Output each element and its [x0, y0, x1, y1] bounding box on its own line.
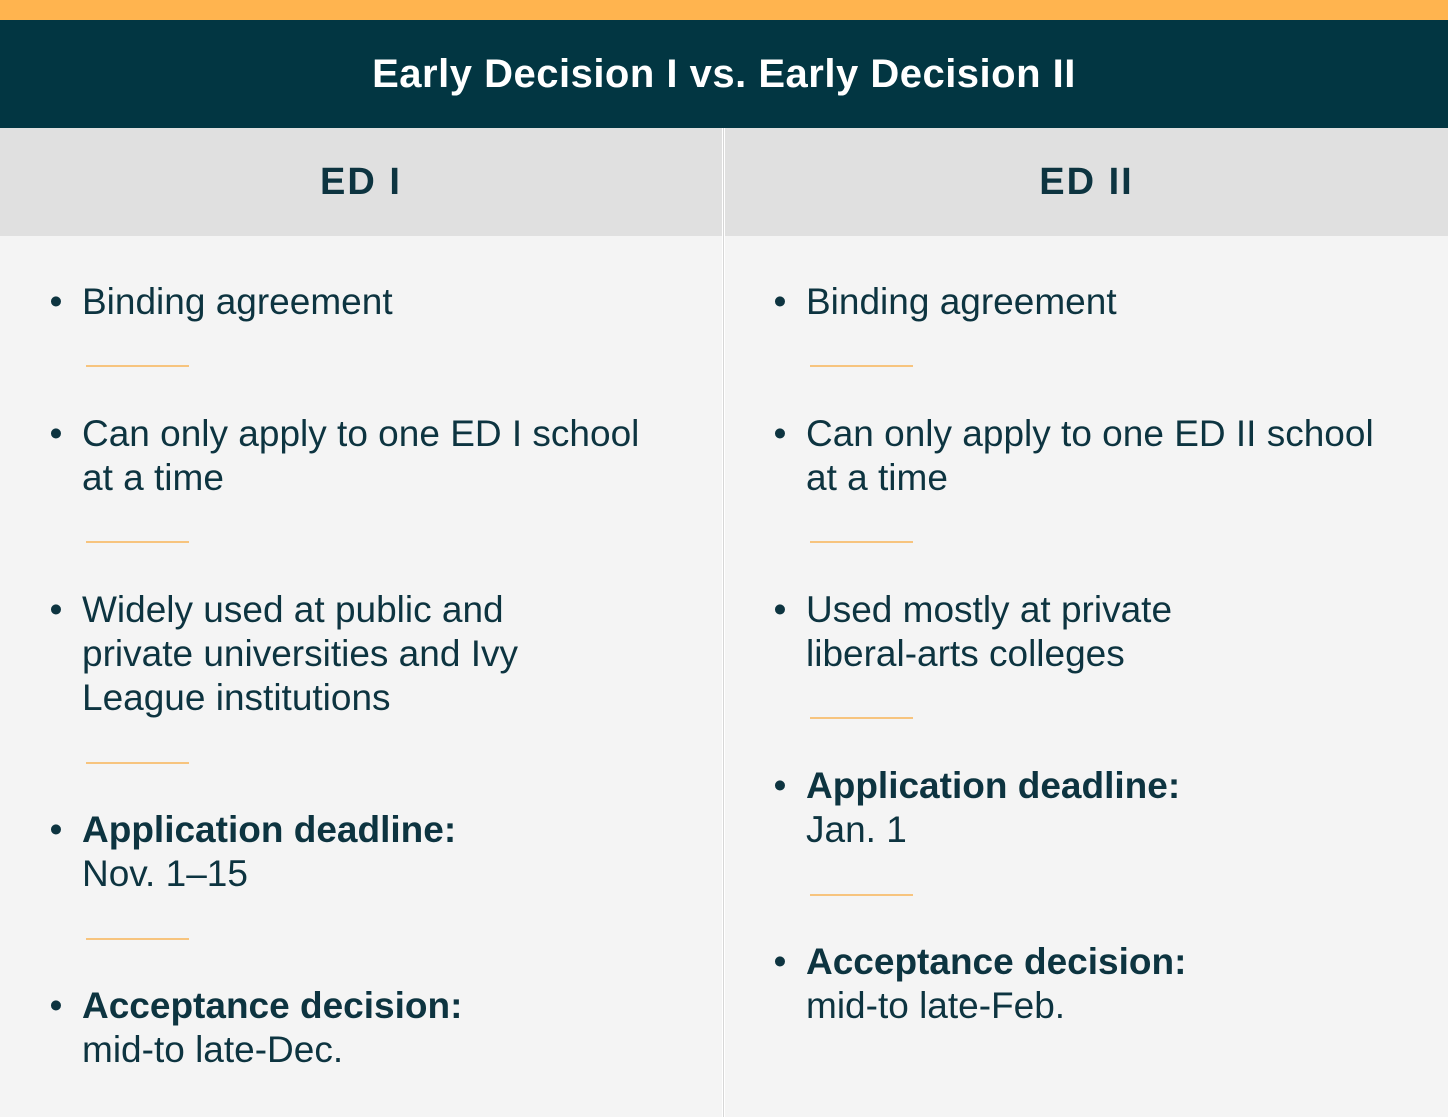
column-divider-line: [723, 128, 724, 1117]
accent-stripe: [0, 0, 1448, 20]
list-item: [49, 280, 393, 324]
list-item: [773, 940, 1187, 1028]
bullet-icon: •: [773, 589, 787, 630]
item-text: at a time: [806, 457, 948, 498]
list-item: [773, 764, 1181, 852]
item-separator: [810, 717, 913, 719]
column-header-label: ED I: [320, 160, 402, 203]
column-header-label: ED II: [1039, 160, 1134, 203]
item-heading: Application deadline:: [82, 809, 457, 850]
bullet-icon: •: [49, 413, 63, 454]
list-item: [773, 588, 1173, 676]
column-header-ed2: [725, 128, 1448, 236]
page-title: Early Decision I vs. Early Decision II: [372, 51, 1076, 96]
item-text: at a time: [82, 457, 224, 498]
bullet-icon: •: [773, 765, 787, 806]
item-heading: Application deadline:: [806, 765, 1181, 806]
bullet-icon: •: [49, 281, 63, 322]
item-heading: Acceptance decision:: [806, 941, 1187, 982]
item-separator: [86, 762, 189, 764]
bullet-icon: •: [49, 985, 63, 1026]
list-item: [773, 412, 1374, 500]
list-item: [49, 984, 463, 1072]
item-separator: [86, 938, 189, 940]
list-item: [49, 808, 457, 896]
item-text: Widely used at public and: [82, 589, 504, 630]
item-text: Binding agreement: [806, 281, 1117, 322]
bullet-icon: •: [49, 809, 63, 850]
item-text: Binding agreement: [82, 281, 393, 322]
bullet-icon: •: [773, 281, 787, 322]
bullet-icon: •: [773, 941, 787, 982]
item-separator: [810, 894, 913, 896]
item-text: private universities and Ivy: [82, 633, 518, 674]
item-heading: Acceptance decision:: [82, 985, 463, 1026]
item-text: mid-to late-Dec.: [82, 1029, 344, 1070]
list-item: [773, 280, 1117, 324]
bullet-icon: •: [49, 589, 63, 630]
item-separator: [86, 365, 189, 367]
bullet-icon: •: [773, 413, 787, 454]
item-text: Can only apply to one ED II school: [806, 413, 1374, 454]
list-item: [49, 412, 640, 500]
item-separator: [810, 365, 913, 367]
list-item: [49, 588, 518, 720]
item-text: liberal-arts colleges: [806, 633, 1125, 674]
item-text: Can only apply to one ED I school: [82, 413, 640, 454]
item-text: Nov. 1–15: [82, 853, 248, 894]
item-separator: [810, 541, 913, 543]
item-separator: [86, 541, 189, 543]
item-text: Used mostly at private: [806, 589, 1173, 630]
item-text: Jan. 1: [806, 809, 907, 850]
column-header-ed1: [0, 128, 722, 236]
title-bar: [0, 20, 1448, 128]
item-text: mid-to late-Feb.: [806, 985, 1066, 1026]
item-text: League institutions: [82, 677, 391, 718]
